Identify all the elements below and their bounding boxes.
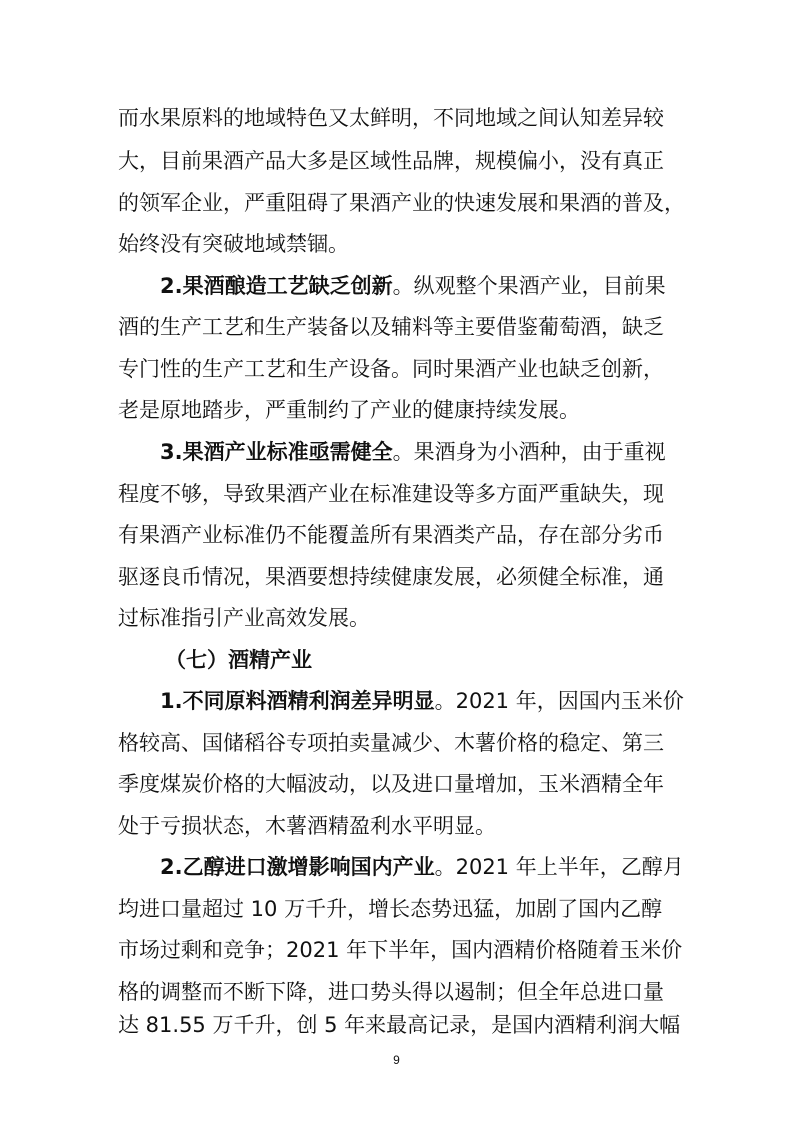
section-heading-line: 2.果酒酿造工艺缺乏创新。纵观整个果酒产业，目前果 bbox=[160, 274, 666, 298]
section-heading-line: 2.乙醇进口激增影响国内产业。2021 年上半年，乙醇月 bbox=[160, 855, 684, 879]
page-number: 9 bbox=[393, 1053, 400, 1067]
text-line: 而水果原料的地域特色又太鲜明，不同地域之间认知差异较 bbox=[118, 106, 664, 130]
text-line: 有果酒产业标准仍不能覆盖所有果酒类产品，存在部分劣币 bbox=[118, 523, 664, 547]
text-line: 专门性的生产工艺和生产设备。同时果酒产业也缺乏创新， bbox=[118, 357, 664, 381]
text-line: 季度煤炭价格的大幅波动，以及进口量增加，玉米酒精全年 bbox=[118, 772, 664, 796]
text-line: 的领军企业，严重阻碍了果酒产业的快速发展和果酒的普及， bbox=[118, 191, 685, 215]
text-line: 格的调整而不断下降，进口势头得以遏制；但全年总进口量 bbox=[118, 980, 664, 1004]
text-line: 老是原地踏步，严重制约了产业的健康持续发展。 bbox=[118, 398, 580, 422]
text-line: 酒的生产工艺和生产装备以及辅料等主要借鉴葡萄酒，缺乏 bbox=[118, 315, 664, 339]
text-line: 均进口量超过 10 万千升，增长态势迅猛，加剧了国内乙醇 bbox=[118, 897, 663, 921]
text-line: 市场过剩和竞争；2021 年下半年，国内酒精价格随着玉米价 bbox=[118, 938, 683, 962]
text-line: 驱逐良币情况，果酒要想持续健康发展，必须健全标准，通 bbox=[118, 565, 664, 589]
text-line: 达 81.55 万千升，创 5 年来最高记录，是国内酒精利润大幅 bbox=[118, 1013, 681, 1037]
text-line: 程度不够，导致果酒产业在标准建设等多方面严重缺失，现 bbox=[118, 482, 664, 506]
subsection-title: （七）酒精产业 bbox=[165, 648, 312, 672]
text-line: 大，目前果酒产品大多是区域性品牌，规模偏小，没有真正 bbox=[118, 149, 664, 173]
text-line: 过标准指引产业高效发展。 bbox=[118, 606, 370, 630]
section-heading-line: 3.果酒产业标准亟需健全。果酒身为小酒种，由于重视 bbox=[160, 440, 666, 464]
text-line: 处于亏损状态，木薯酒精盈利水平明显。 bbox=[118, 814, 496, 838]
text-line: 始终没有突破地域禁锢。 bbox=[118, 232, 349, 256]
text-line: 格较高、国储稻谷专项拍卖量减少、木薯价格的稳定、第三 bbox=[118, 731, 664, 755]
section-heading-line: 1.不同原料酒精利润差异明显。2021 年，因国内玉米价 bbox=[160, 689, 684, 713]
